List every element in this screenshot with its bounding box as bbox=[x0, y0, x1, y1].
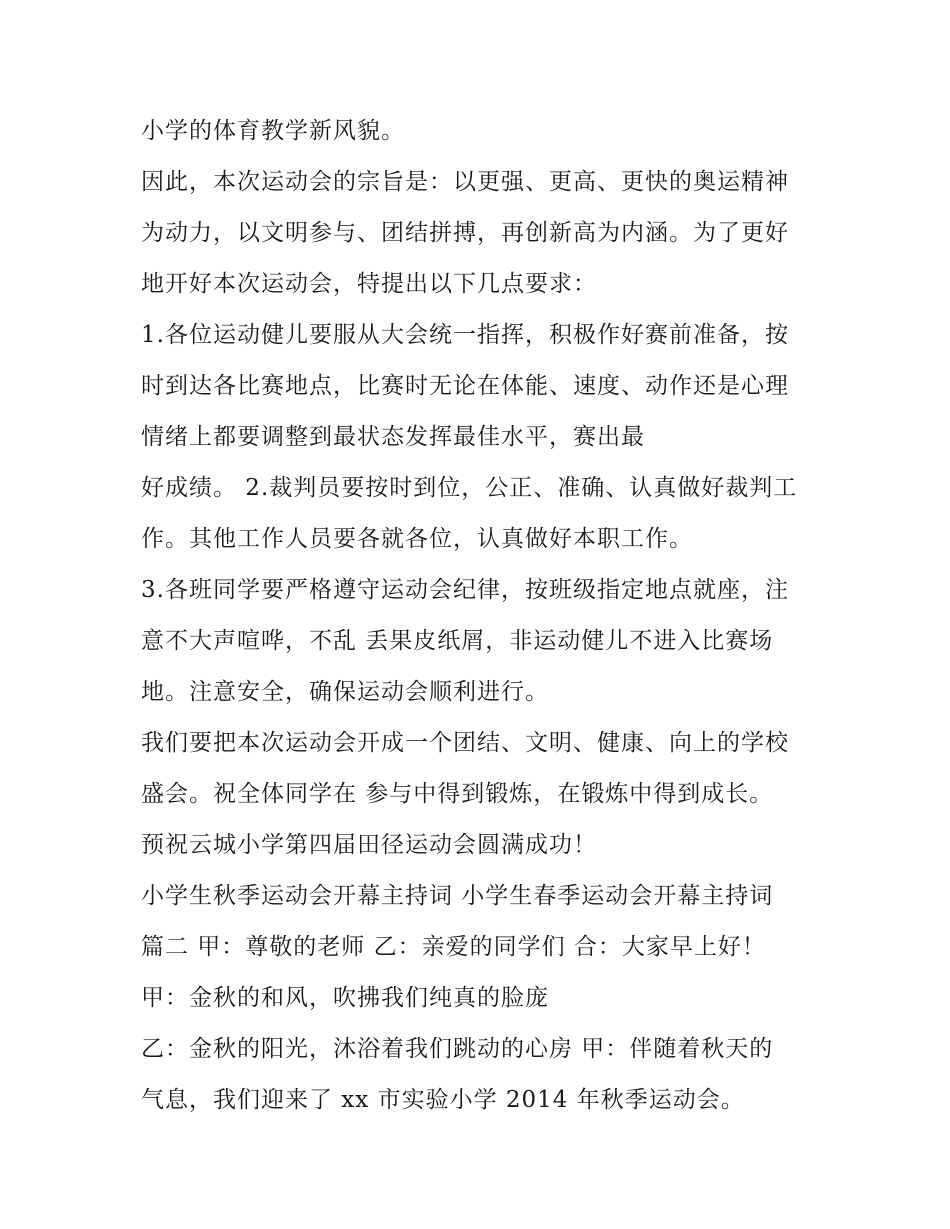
text-line: 我们要把本次运动会开成一个团结、文明、健康、向上的学校 bbox=[141, 730, 789, 756]
text-line: 乙：金秋的阳光，沐浴着我们跳动的心房 甲：伴随着秋天的 bbox=[141, 1036, 774, 1062]
text-line: 预祝云城小学第四届田径运动会圆满成功！ bbox=[141, 832, 597, 858]
text-line: 1.各位运动健儿要服从大会统一指挥，积极作好赛前准备，按 bbox=[141, 322, 789, 348]
text-line: 盛会。祝全体同学在 参与中得到锻炼，在锻炼中得到成长。 bbox=[141, 781, 774, 807]
text-line: 小学生秋季运动会开幕主持词 小学生春季运动会开幕主持词 bbox=[141, 883, 774, 909]
text-line: 作。其他工作人员要各就各位，认真做好本职工作。 bbox=[141, 526, 693, 552]
text-line: 地开好本次运动会，特提出以下几点要求： bbox=[141, 271, 597, 297]
text-line: 小学的体育教学新风貌。 bbox=[141, 118, 405, 144]
document-body bbox=[141, 106, 841, 1126]
text-line: 篇二 甲：尊敬的老师 乙：亲爱的同学们 合：大家早上好！ bbox=[141, 934, 766, 960]
text-line: 地。注意安全，确保运动会顺利进行。 bbox=[141, 679, 549, 705]
text-line: 意不大声喧哗，不乱 丢果皮纸屑，非运动健儿不进入比赛场 bbox=[141, 628, 774, 654]
text-line: 为动力，以文明参与、团结拼搏，再创新高为内涵。为了更好 bbox=[141, 220, 789, 246]
text-line: 因此，本次运动会的宗旨是：以更强、更高、更快的奥运精神 bbox=[141, 169, 789, 195]
text-line: 气息，我们迎来了 xx 市实验小学 2014 年秋季运动会。 bbox=[141, 1087, 745, 1113]
text-line: 好成绩。 2.裁判员要按时到位，公正、准确、认真做好裁判工 bbox=[141, 475, 798, 501]
text-line: 3.各班同学要严格遵守运动会纪律，按班级指定地点就座，注 bbox=[141, 577, 789, 603]
text-line: 甲：金秋的和风，吹拂我们纯真的脸庞 bbox=[141, 985, 549, 1011]
text-line: 时到达各比赛地点，比赛时无论在体能、速度、动作还是心理 bbox=[141, 373, 789, 399]
text-line: 情绪上都要调整到最状态发挥最佳水平，赛出最 bbox=[141, 424, 645, 450]
